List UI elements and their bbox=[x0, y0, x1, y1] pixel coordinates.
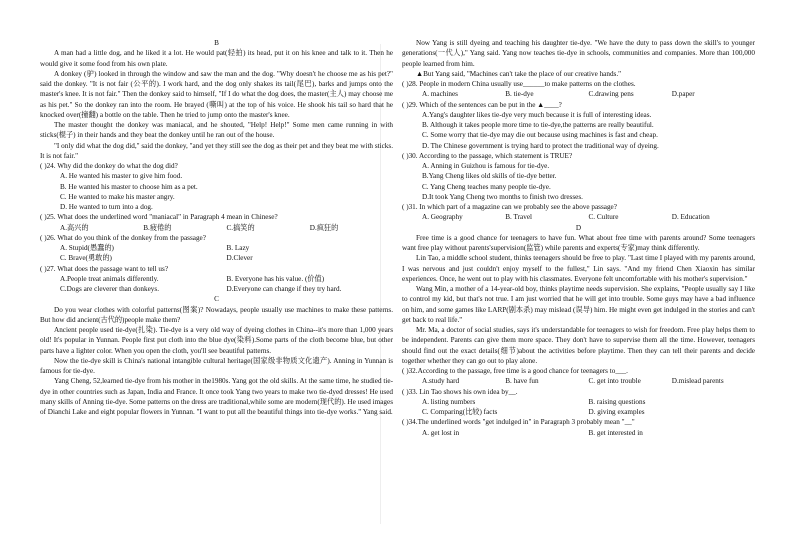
question-stem: ( )27. What does the passage want to tell us? bbox=[40, 264, 169, 273]
answer-option: A. listing numbers bbox=[422, 397, 476, 406]
answer-option: A.高兴的 bbox=[60, 223, 89, 232]
answer-option: C.Dogs are cleverer than donkeys. bbox=[60, 285, 159, 293]
answer-options-row bbox=[422, 89, 755, 99]
question-stem: ( )26. What do you think of the donkey from the passage? bbox=[40, 233, 206, 242]
section-d-paragraph: Lin Tao, a middle school student, thinks teenagers should be free to play. "Last time I played with my parents around, I was nervous and just couldn't enjoy myself to the fullest," Lin says. "And my friend Chen Xiaoxin has similar experiences. Once, he went out to play with his classmates. Everyone felt uncomfortable with his mother's supervision." bbox=[402, 254, 755, 283]
answer-option: A. Stupid(愚蠢的) bbox=[60, 244, 114, 252]
answer-option: A. Geography bbox=[422, 213, 463, 222]
question-stem: ( )25. What does the underlined word "maniacal" in Paragraph 4 mean in Chinese? bbox=[40, 213, 278, 222]
answer-option: D. giving examples bbox=[588, 408, 645, 416]
question-stem: ( )33. Lin Tao shows his own idea by__. bbox=[402, 387, 518, 396]
answer-option: D.paper bbox=[671, 90, 695, 99]
answer-options-row bbox=[422, 212, 755, 222]
answer-option: B. get interested in bbox=[588, 428, 643, 437]
answer-option: C. Culture bbox=[588, 213, 619, 222]
section-c-paragraph: Ancient people used tie-dye(扎染). Tie-dye is a very old way of dyeing clothes in China--it's more than 1,000 years old! It's popular in Yunnan. People first put cloth into the blue dye(染料).Some parts of the cloth become blue, but other parts have a lighter color. When you open the cloth, you'll see beautiful patterns. bbox=[40, 326, 393, 355]
answer-options-row bbox=[422, 376, 755, 386]
answer-options-row bbox=[60, 274, 393, 284]
question-stem: ( )32.According to the passage, free time is a good chance for teenagers to___. bbox=[402, 367, 628, 375]
answer-option: D.Clever bbox=[226, 254, 253, 263]
answer-option: B. Although it takes people more time to tie-dye,the patterns are really beautiful. bbox=[422, 121, 654, 129]
answer-option: C. Comparing(比较) facts bbox=[422, 408, 498, 416]
section-b-paragraph: "I only did what the dog did," said the donkey, "and yet they still see the dog as their pet and they beat me with sticks. It is not fair." bbox=[40, 141, 393, 160]
answer-option: C. Some worry that tie-dye may die out because using machines is fast and cheap. bbox=[422, 131, 658, 140]
question-stem: ( )24. Why did the donkey do what the dog did? bbox=[40, 162, 178, 170]
answer-option: D. Education bbox=[671, 213, 710, 222]
section-c-paragraph: ▲But Yang said, "Machines can't take the place of our creative hands." bbox=[416, 69, 622, 78]
answer-option: D. He wanted to turn into a dog. bbox=[60, 203, 153, 211]
section-d-paragraph: Mr. Ma, a doctor of social studies, says it's understandable for teenagers to wish for freedom. Free play helps them to be independent. Parents can give them more space. They don't have to supervise them all the time. However, teenagers should find out the exact details(细节)about the activities before playtime. Then they can tell their parents and decide together whether they can go out to play alone. bbox=[402, 326, 755, 365]
section-c-paragraph: Now Yang is still dyeing and teaching his daughter tie-dye. "We have the duty to pass down the skill's to younger generations(一代人)," Yang said. Yang now teaches tie-dye in schools, communities and companies. More than 100,000 people learned from him. bbox=[402, 39, 755, 68]
answer-option: B. have fun bbox=[505, 377, 539, 386]
answer-option: D.mislead parents bbox=[671, 377, 724, 386]
section-d-questions bbox=[402, 366, 755, 438]
answer-option: A.study hard bbox=[422, 377, 460, 386]
answer-options-row bbox=[422, 428, 755, 438]
answer-option: D.疯狂的 bbox=[309, 223, 339, 232]
left-column bbox=[40, 38, 393, 417]
answer-option: C. Brave(勇敢的) bbox=[60, 254, 112, 263]
section-d-paragraph: Wang Min, a mother of a 14-year-old boy, thinks playtime needs supervision. She explains, "People usually say I like to control my kid, but that's not true. I am just worried that he will get into trouble. Some guys may have a bad influence on him, and some games like LARP(剧本杀) may mislead (误导) him. He might even get indulged in the stories and can't get back to real life." bbox=[402, 285, 755, 324]
section-b-title: B bbox=[214, 39, 219, 47]
answer-options-row bbox=[60, 243, 393, 253]
question-stem: ( )34.The underlined words "get indulged in" in Paragraph 3 probably mean "__" bbox=[402, 418, 635, 427]
answer-option: B.Yang Cheng likes old skills of tie-dye better. bbox=[422, 172, 557, 181]
answer-option: C. He wanted to make his master angry. bbox=[60, 192, 175, 201]
answer-option: A. Anning in Guizhou is famous for tie-dye. bbox=[422, 162, 550, 170]
section-c-questions bbox=[402, 79, 755, 223]
section-b-paragraph: A donkey (驴) looked in through the window and saw the man and the dog. "Why doesn't he choose me as his pet?" said the donkey. "It is not fair (公平的). I work hard, and the dog only shakes its tail(尾巴), barks and jumps onto the master's knee. It is not fair." Then the donkey said to himself, "If I do what the dog does, the master(主人) may choose me as his pet." So the donkey ran into the room. He brayed (嘶叫) at the top of his voice. He shook his tail so hard that he knocked over(撞翻) a bottle on the table. Then he tried to jump onto the master's knee. bbox=[40, 69, 393, 119]
section-d-title: D bbox=[575, 223, 582, 232]
answer-option: C.搞笑的 bbox=[226, 223, 255, 232]
answer-option: A. machines bbox=[422, 90, 458, 99]
answer-option: B.疲倦的 bbox=[143, 223, 172, 232]
answer-option: C.drawing pens bbox=[588, 90, 634, 99]
answer-options-row bbox=[60, 223, 393, 233]
section-b-questions bbox=[40, 161, 393, 294]
question-stem: ( )28. People in modern China usually use______to make patterns on the clothes. bbox=[402, 80, 636, 88]
right-column bbox=[402, 38, 755, 438]
answer-option: C. get into trouble bbox=[588, 377, 641, 386]
answer-option: D.It took Yang Cheng two months to finish two dresses. bbox=[422, 192, 583, 201]
answer-option: D.Everyone can change if they try hard. bbox=[226, 285, 342, 293]
answer-option: B. Everyone has his value. (价值) bbox=[226, 274, 325, 283]
answer-options-row bbox=[60, 253, 393, 263]
answer-options-row bbox=[422, 397, 755, 407]
section-c-paragraph: Do you wear clothes with colorful patterns(图案)? Nowadays, people usually use machines to make these patterns. But how did ancient(古代的)people make them? bbox=[40, 305, 393, 324]
answer-options-row bbox=[422, 407, 755, 417]
answer-option: B. He wanted his master to choose him as a pet. bbox=[60, 182, 198, 191]
answer-option: C. Yang Cheng teaches many people tie-dye. bbox=[422, 182, 551, 191]
answer-option: A.People treat animals differently. bbox=[60, 274, 159, 283]
answer-option: A.Yang's daughter likes tie-dye very much because it is full of interesting ideas. bbox=[422, 110, 652, 119]
section-d-paragraph: Free time is a good chance for teenagers to have fun. What about free time with parents around? Some teenagers want free play without parents'supervision(监管) while parents and experts(专家)may think differently. bbox=[402, 233, 755, 252]
answer-option: A. get lost in bbox=[422, 428, 460, 437]
section-c-paragraph: Yang Cheng, 52,learned tie-dye from his mother in the1980s. Yang got the old skills. At the same time, he studied tie-dye in other countries such as Japan, India and France. It once took Yang two years to make two tie-dyed dresses! He used many skills of Anning tie-dye. Some patterns on the dress are traditional,while some are modern(现代的). He used images of Dianchi Lake and eight popular flowers in Yunnan. "I want to put all the beautiful things into tie-dye works." Yang said. bbox=[40, 377, 393, 416]
section-b-paragraph: A man had a little dog, and he liked it a lot. He would pat(轻拍) its head, put it on his knee and talk to it. Then he would give it some food from his own plate. bbox=[40, 49, 393, 68]
answer-option: B. raising questions bbox=[588, 397, 646, 406]
answer-option: B. Travel bbox=[505, 213, 533, 222]
question-stem: ( )29. Which of the sentences can be put in the ▲____? bbox=[402, 100, 562, 109]
question-stem: ( )30. According to the passage, which statement is TRUE? bbox=[402, 151, 573, 160]
answer-option: B. Lazy bbox=[226, 244, 250, 252]
section-c-paragraph: Now the tie-dye skill is China's national intangible cultural heritage(国家级非物质文化遗产). Anning in Yunnan is famous for tie-dye. bbox=[40, 356, 393, 375]
answer-option: A. He wanted his master to give him food. bbox=[60, 172, 183, 181]
answer-options-row bbox=[60, 284, 393, 294]
answer-option: D. The Chinese government is trying hard to protect the traditional way of dyeing. bbox=[422, 141, 659, 150]
answer-option: B. tie-dye bbox=[505, 90, 534, 99]
question-stem: ( )31. In which part of a magazine can we probably see the above passage? bbox=[402, 203, 617, 211]
section-b-paragraph: The master thought the donkey was maniacal, and he shouted, "Help! Help!" Some men came running in with sticks(棍子) in their hands and they beat the donkey until he ran out of the house. bbox=[40, 121, 393, 140]
section-c-title: C bbox=[214, 295, 219, 304]
